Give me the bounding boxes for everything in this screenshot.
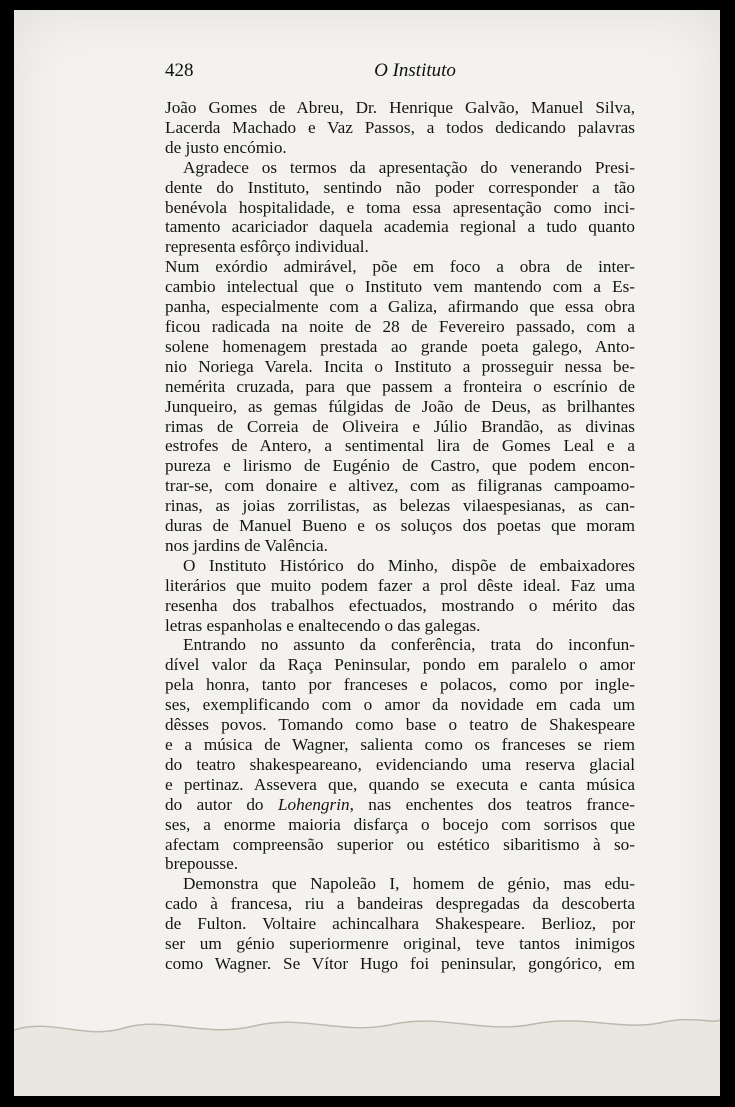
paragraph	[165, 98, 635, 158]
text-line: panha, especialmente com a Galiza, afirmando que essa obra	[165, 297, 635, 317]
text-line: resenha dos trabalhos efectuados, mostrando o mérito das	[165, 595, 635, 615]
text-line: estrofes de Antero, a sentimental lira de Gomes Leal e a	[165, 436, 635, 456]
paragraph	[165, 158, 635, 258]
text-line: rimas de Correia de Oliveira e Júlio Brandão, as divinas	[165, 416, 635, 436]
text-line: Demonstra que Napoleão I, homem de génio, mas edu-	[183, 874, 635, 894]
text-line: duras de Manuel Bueno e os soluços dos poetas que moram	[165, 516, 635, 536]
text-line: ficou radicada na noite de 28 de Fevereiro passado, com a	[165, 316, 635, 336]
text-line: pureza e lirismo de Eugénio de Castro, que podem encon-	[165, 456, 635, 476]
text-line: Lacerda Machado e Vaz Passos, a todos dedicando palavras	[165, 117, 635, 137]
text-line: do autor do Lohengrin, nas enchentes dos teatros france-	[165, 794, 635, 814]
text-line: cado à francesa, riu a bandeiras despregadas da descoberta	[165, 894, 635, 914]
text-line: dente do Instituto, sentindo não poder corresponder a tão	[165, 177, 635, 197]
page-number: 428	[165, 60, 194, 81]
text-line: Agradece os termos da apresentação do venerando Presi-	[183, 157, 635, 177]
text-line: como Wagner. Se Vítor Hugo foi peninsular, gongórico, em	[165, 953, 635, 973]
text-line: de Fulton. Voltaire achincalhara Shakespeare. Berlioz, por	[165, 914, 635, 934]
text-line: representa esfôrço individual.	[165, 237, 369, 257]
text-line: Entrando no assunto da conferência, trata do inconfun-	[183, 635, 635, 655]
text-line: João Gomes de Abreu, Dr. Henrique Galvão, Manuel Silva,	[165, 98, 635, 117]
text-line: nemérita cruzada, para que passem a fronteira o escrínio de	[165, 376, 635, 396]
text-line: Num exórdio admirável, põe em foco a obra de inter-	[165, 257, 635, 277]
running-title: O Instituto	[374, 60, 456, 81]
text-line: literários que muito podem fazer a prol dêste ideal. Faz uma	[165, 575, 635, 595]
text-line: benévola hospitalidade, e toma essa apresentação como inci-	[165, 197, 635, 217]
paragraph	[165, 874, 635, 974]
paragraph	[165, 257, 635, 556]
text-line: do teatro shakespeareano, evidenciando uma reserva glacial	[165, 754, 635, 774]
text-line: tamento acariciador daquela academia regional a tudo quanto	[165, 217, 635, 237]
text-line: Junqueiro, as gemas fúlgidas de João de Deus, as brilhantes	[165, 396, 635, 416]
text-line: nio Noriega Varela. Incita o Instituto a prosseguir nessa be-	[165, 356, 635, 376]
text-line: pela honra, tanto por franceses e polacos, como por ingle-	[165, 675, 635, 695]
text-line: O Instituto Histórico do Minho, dispõe de embaixadores	[183, 555, 635, 575]
text-line: ses, a enorme maioria disfarça o bocejo com sorrisos que	[165, 814, 635, 834]
paragraph	[165, 556, 635, 636]
text-line: trar-se, com donaire e altivez, com as filigranas campoamo-	[165, 476, 635, 496]
page-header	[165, 60, 635, 86]
text-line: nos jardins de Valência.	[165, 535, 328, 555]
text-line: ses, exemplificando com o amor da novidade em cada um	[165, 695, 635, 715]
torn-page-edge	[14, 1010, 720, 1096]
text-line: afectam compreensão superior ou estético sibaritismo à so-	[165, 834, 635, 854]
text-line: brepousse.	[165, 854, 239, 874]
text-line: rinas, as joias zorrilistas, as belezas vilaespesianas, as can-	[165, 496, 635, 516]
text-line: e pertinaz. Assevera que, quando se executa e canta música	[165, 774, 635, 794]
text-line: ser um génio superiormenre original, teve tantos inimigos	[165, 934, 635, 954]
paragraph	[165, 635, 635, 874]
text-line: cambio intelectual que o Instituto vem mantendo com a Es-	[165, 277, 635, 297]
text-line: de justo encómio.	[165, 137, 287, 157]
text-line: letras espanholas e enaltecendo o das galegas.	[165, 615, 481, 635]
text-line: solene homenagem prestada ao grande poeta galego, Anto-	[165, 336, 635, 356]
text-line: e a música de Wagner, salienta como os franceses se riem	[165, 735, 635, 754]
text-line: dível valor da Raça Peninsular, pondo em paralelo o amor	[165, 655, 635, 675]
body-text	[165, 98, 635, 974]
text-line: dêsses povos. Tomando como base o teatro de Shakespeare	[165, 715, 635, 735]
